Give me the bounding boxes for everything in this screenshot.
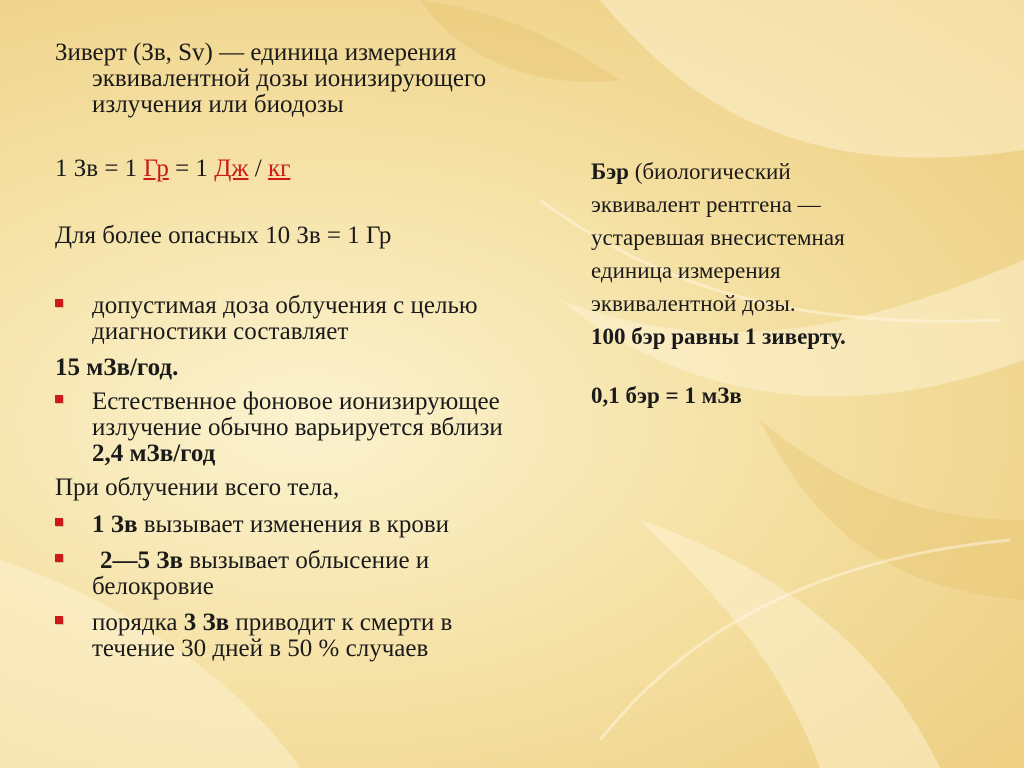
ber-definition: [591, 155, 991, 320]
right-column: [591, 155, 991, 412]
bullet-square-icon: [55, 395, 63, 403]
bullet-item: [55, 548, 575, 600]
definition-line: Зиверт (Зв, Sv) — единица измерения: [55, 39, 457, 66]
bullet-item: [55, 610, 575, 662]
bullet-square-icon: [55, 518, 63, 526]
sievert-equation: [55, 156, 575, 182]
gray-link[interactable]: Гр: [143, 155, 169, 182]
joule-link[interactable]: Дж: [214, 155, 249, 182]
bullet-bold-value: 3 Зв: [183, 609, 230, 636]
bullet-text: диагностики составляет: [92, 318, 349, 345]
bullet-square-icon: [55, 554, 63, 562]
equation-text: 1 Зв = 1: [55, 155, 144, 182]
ber-text: устаревшая внесистемная: [591, 225, 845, 250]
ber-text: единица измерения: [591, 258, 781, 283]
definition-line: эквивалентной дозы ионизирующего: [92, 65, 487, 92]
definition-line: излучения или биодозы: [92, 91, 344, 118]
bullet-bold-value: 2—5 Зв: [100, 547, 183, 574]
bullet-text: вызывает изменения в крови: [137, 511, 450, 538]
bullet-square-icon: [55, 616, 63, 624]
bullet-text: приводит к смерти в: [229, 609, 453, 636]
danger-equation: Для более опасных 10 Зв = 1 Гр: [55, 222, 392, 249]
bullet-text: Естественное фоновое ионизирующее: [92, 388, 500, 415]
equation-text: = 1: [168, 155, 215, 182]
ber-text: эквивалентной дозы.: [591, 291, 796, 316]
ber-equivalence: 100 бэр равны 1 зиверту.: [591, 324, 846, 349]
bullet-text: течение 30 дней в 50 % случаев: [92, 635, 429, 662]
whole-body-heading: При облучении всего тела,: [55, 474, 340, 501]
ber-text: эквивалент рентгена —: [591, 192, 821, 217]
sievert-definition: [55, 40, 575, 118]
bullet-square-icon: [55, 299, 63, 307]
bullet-text: излучение обычно варьируется вблизи: [92, 414, 503, 441]
bullet-text: вызывает облысение и: [182, 547, 430, 574]
equation-text: /: [248, 155, 268, 182]
bullet-item: [55, 293, 575, 345]
bullet-text: допустимая доза облучения с целью: [92, 292, 478, 319]
kilogram-link[interactable]: кг: [267, 155, 291, 182]
bullet-item: [55, 512, 575, 538]
ber-term: Бэр: [591, 159, 629, 184]
bullet-bold-value: 1 Зв: [92, 511, 138, 538]
ber-text: (биологический: [628, 159, 791, 184]
bullet-item: [55, 389, 575, 467]
bullet-text: порядка: [92, 609, 184, 636]
bullet-bold-value: 2,4 мЗв/год: [92, 440, 216, 467]
dose-15: 15 мЗв/год.: [55, 354, 179, 381]
left-column: [55, 40, 575, 662]
bullet-text: белокровие: [92, 573, 214, 600]
ber-msv-equation: 0,1 бэр = 1 мЗв: [591, 383, 742, 408]
